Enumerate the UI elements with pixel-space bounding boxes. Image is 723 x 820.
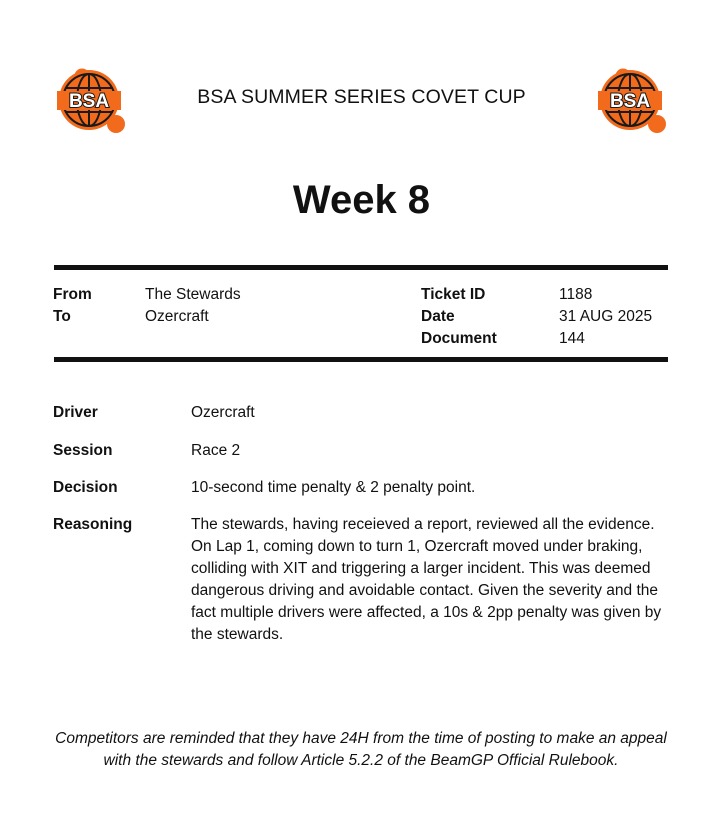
meta-labels-left bbox=[53, 284, 92, 328]
ticket-id-label: Ticket ID bbox=[421, 286, 486, 303]
session-value: Race 2 bbox=[191, 442, 241, 459]
document-label: Document bbox=[421, 330, 497, 347]
from-label: From bbox=[53, 286, 92, 303]
reasoning-value: The stewards, having receieved a report, reviewed all the evidence. On Lap 1, coming down to turn 1, Ozercraft moved under braking, colliding with XIT and triggering a larger incident. This was deemed dangerous driving and avoidable contact. Given the severity and the fact multiple drivers were affected, a 10s & 2pp penalty was given by the stewards. bbox=[191, 516, 662, 643]
meta-values-left bbox=[145, 284, 241, 328]
svg-text:BSA: BSA bbox=[609, 91, 651, 112]
to-value: Ozercraft bbox=[145, 308, 209, 325]
header-rule-bottom bbox=[54, 357, 668, 362]
ticket-id-value: 1188 bbox=[559, 286, 593, 303]
date-value: 31 AUG 2025 bbox=[559, 308, 653, 325]
date-label: Date bbox=[421, 308, 455, 325]
meta-labels-right bbox=[421, 284, 497, 350]
week-title: Week 8 bbox=[292, 178, 431, 222]
driver-value: Ozercraft bbox=[191, 404, 255, 421]
series-title: BSA SUMMER SERIES COVET CUP bbox=[197, 86, 526, 108]
document-value: 144 bbox=[559, 330, 585, 347]
decision-value: 10-second time penalty & 2 penalty point. bbox=[191, 479, 476, 496]
header-rule-top bbox=[54, 265, 668, 270]
svg-text:BSA: BSA bbox=[68, 91, 110, 112]
from-value: The Stewards bbox=[145, 286, 241, 303]
to-label: To bbox=[53, 308, 71, 325]
appeal-notice: Competitors are reminded that they have 24H from the time of posting to make an appeal with the stewards and follow Article 5.2.2 of the BeamGP Official Rulebook. bbox=[55, 730, 667, 769]
driver-label: Driver bbox=[53, 404, 98, 421]
session-label: Session bbox=[53, 442, 113, 459]
decision-label: Decision bbox=[53, 479, 118, 496]
reasoning-label: Reasoning bbox=[53, 516, 133, 533]
meta-values-right bbox=[559, 284, 652, 350]
